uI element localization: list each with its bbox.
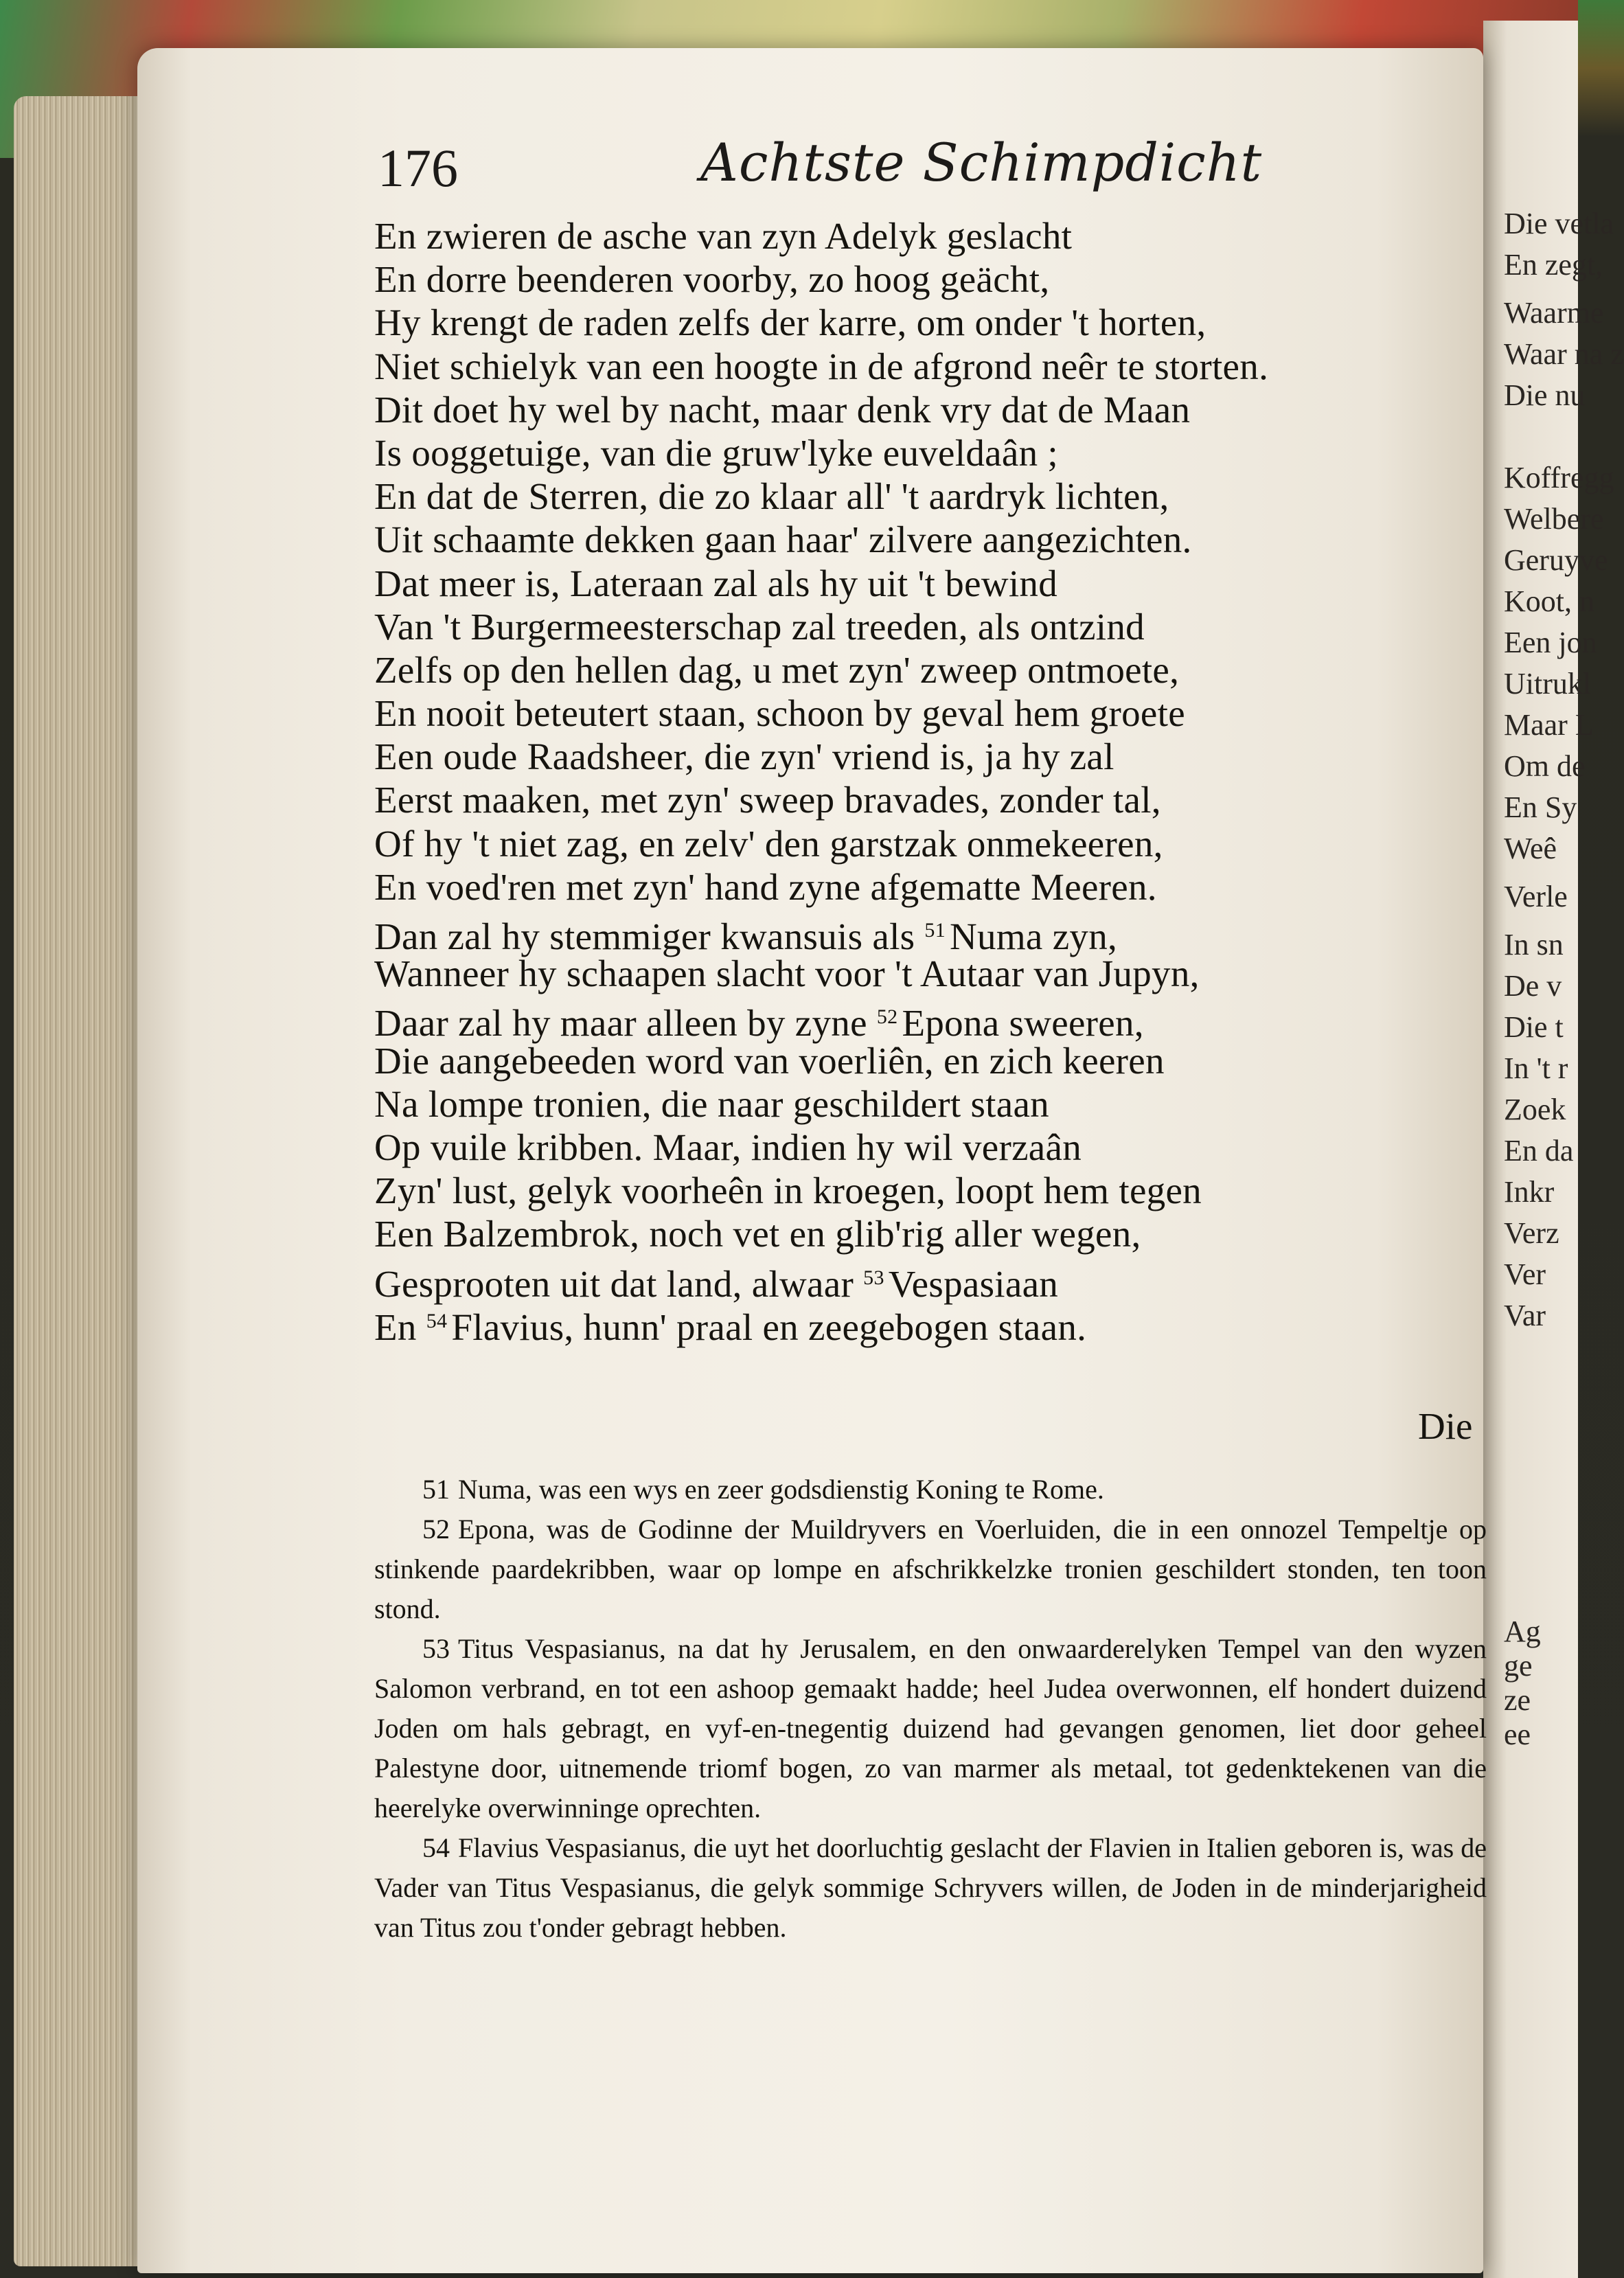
catchword: Die [1418, 1405, 1473, 1447]
footnote-reference[interactable]: 53 [863, 1266, 884, 1289]
verse-text: Na lompe tronien, die naar geschildert staan [374, 1082, 1049, 1125]
footnote [374, 1510, 1487, 1629]
footnote-text: Titus Vespasianus, na dat hy Jerusalem, en den onwaarderelyken Tempel van den wyzen Salomon verbrand, en tot een ashoop gemaakt hadde; heel Judea overwonnen, elf hondert duizend Joden om hals gebragt, en vyf-en-tnegentig duizend had gevangen genomen, liet door geheel Palestyne door, uitnemende triomf bogen, zo van marmer als metaal, tot gedenktekenen van die heerelyke overwinninge oprechten. [374, 1633, 1487, 1823]
verse-line [374, 475, 1487, 518]
verse-line [374, 518, 1487, 561]
footnote-number: 52 [422, 1514, 450, 1545]
verse-text: Gesprooten uit dat land, alwaar [374, 1262, 864, 1305]
verse-text: En zwieren de asche van zyn Adelyk geslacht [374, 215, 1073, 257]
verse-text: Epona sweeren, [902, 1002, 1144, 1045]
footnote [374, 1828, 1487, 1948]
verse-line [374, 822, 1487, 865]
adjacent-page-text: En zegt, [1504, 248, 1603, 282]
footnote-reference[interactable]: 54 [426, 1309, 448, 1332]
adjacent-page-text: Koot, n [1504, 584, 1594, 618]
verse-line [374, 865, 1487, 909]
footnote-number: 53 [422, 1633, 450, 1664]
verse-text: Hy krengt de raden zelfs der karre, om onder 't horten, [374, 301, 1206, 344]
footnote-reference[interactable]: 51 [924, 919, 946, 942]
page-edges [14, 96, 151, 2266]
verse-line [374, 952, 1487, 995]
verse-text: En dat de Sterren, die zo klaar all' 't aardryk lichten, [374, 475, 1169, 518]
verse-text: Een oude Raadsheer, die zyn' vriend is, ja hy zal [374, 736, 1114, 778]
verse-text: Dit doet hy wel by nacht, maar denk vry dat de Maan [374, 388, 1191, 431]
verse-line [374, 909, 1487, 957]
verse-line [374, 345, 1487, 388]
verse-line [374, 995, 1487, 1045]
adjacent-page-text: Koffregg [1504, 461, 1614, 494]
adjacent-page-text: ee [1504, 1718, 1531, 1751]
footnote-number: 54 [422, 1832, 450, 1863]
footnote-number: 51 [422, 1474, 450, 1505]
verse-text: Een Balzembrok, noch vet en glib'rig aller wegen, [374, 1213, 1141, 1255]
verse-text: Numa zyn, [950, 915, 1118, 957]
page-header [378, 132, 1545, 213]
verse-text: Van 't Burgermeesterschap zal treeden, als ontzind [374, 605, 1145, 648]
adjacent-page-text: En Sy [1504, 790, 1577, 824]
adjacent-page-text: Waar na z [1504, 337, 1624, 371]
verse-line [374, 1039, 1487, 1082]
adjacent-page [1483, 21, 1624, 2278]
adjacent-page-text: Om de [1504, 749, 1586, 783]
adjacent-page-text: Die vetla [1504, 207, 1614, 240]
adjacent-page-text: Zoek [1504, 1093, 1566, 1126]
footnote-text: Flavius Vespasianus, die uyt het doorluchtig geslacht der Flavien in Italien geboren is, was de Vader van Titus Vespasianus, die gelyk sommige Schryvers willen, de Joden in de minderjarigheid van Titus zou t'onder gebragt hebben. [374, 1832, 1487, 1943]
adjacent-page-text: En da [1504, 1134, 1574, 1168]
verse-line [374, 1212, 1487, 1255]
verse-text: Dan zal hy stemmiger kwansuis als [374, 915, 925, 957]
adjacent-page-text: Ver [1504, 1257, 1546, 1291]
verse-text: Is ooggetuige, van die gruw'lyke euveldaân ; [374, 431, 1059, 474]
verse-line [374, 605, 1487, 648]
verse-text: Dat meer is, Lateraan zal als hy uit 't bewind [374, 562, 1058, 604]
adjacent-page-text: Maar L [1504, 708, 1594, 742]
adjacent-page-text: Var [1504, 1299, 1546, 1332]
verse-text: Daar zal hy maar alleen by zyne [374, 1002, 877, 1045]
footnote-text: Epona, was de Godinne der Muildryvers en Voerluiden, die in een onnozel Tempeltje op stinkende paardekribben, waar op lompe en afschrikkelzke tronien geschildert stonden, ten toon stond. [374, 1514, 1487, 1624]
verse-text: Vespasiaan [888, 1262, 1059, 1305]
verse-text: Eerst maaken, met zyn' sweep bravades, zonder tal, [374, 779, 1161, 821]
footnote-reference[interactable]: 52 [876, 1005, 898, 1029]
verse-line [374, 1256, 1487, 1305]
verse-text: En dorre beenderen voorby, zo hoog geächt, [374, 258, 1050, 301]
verse-line [374, 1299, 1487, 1348]
verse-line [374, 214, 1487, 258]
verse-text: En [374, 1306, 426, 1348]
verse-line [374, 648, 1487, 692]
verse-line [374, 778, 1487, 821]
verse-text: Zyn' lust, gelyk voorheên in kroegen, loopt hem tegen [374, 1170, 1202, 1212]
adjacent-page-text: Uitrukl [1504, 667, 1592, 701]
footnote [374, 1470, 1487, 1510]
verse-line [374, 1126, 1487, 1169]
verse-text: En nooit beteutert staan, schoon by geval hem groete [374, 692, 1185, 735]
adjacent-page-text: ze [1504, 1683, 1531, 1717]
page-number: 176 [378, 138, 458, 198]
verse-text: Wanneer hy schaapen slacht voor 't Autaar van Jupyn, [374, 953, 1200, 995]
adjacent-page-text: Waarme [1504, 296, 1604, 330]
verse-line [374, 301, 1487, 344]
footnote-text: Numa, was een wys en zeer godsdienstig Koning te Rome. [458, 1474, 1104, 1505]
verse-line [374, 1169, 1487, 1212]
adjacent-page-text: Geruyve [1504, 543, 1608, 577]
footnotes [374, 1470, 1487, 1948]
verse-text: Zelfs op den hellen dag, u met zyn' zweep ontmoete, [374, 648, 1180, 691]
verse-line [374, 1082, 1487, 1126]
verse-line [374, 431, 1487, 475]
verse-line [374, 735, 1487, 778]
adjacent-page-text: ge [1504, 1649, 1533, 1683]
adjacent-page-text: Verle [1504, 880, 1568, 913]
adjacent-page-text: In 't r [1504, 1051, 1568, 1085]
adjacent-page-text: Welbere [1504, 502, 1604, 536]
verse-text: En voed'ren met zyn' hand zyne afgematte Meeren. [374, 865, 1157, 908]
adjacent-page-text: Een jon [1504, 626, 1597, 659]
running-title: Achtste Schimpdicht [700, 132, 1263, 193]
adjacent-page-text: Weê [1504, 832, 1557, 865]
adjacent-page-text: Die t [1504, 1010, 1564, 1044]
verse-line [374, 388, 1487, 431]
verse-text: Die aangebeeden word van voerliên, en zich keeren [374, 1039, 1165, 1082]
adjacent-page-text: In sn [1504, 928, 1564, 961]
verse-text: Niet schielyk van een hoogte in de afgrond neêr te storten. [374, 345, 1269, 387]
adjacent-page-text: De v [1504, 969, 1562, 1003]
adjacent-page-text: Verz [1504, 1216, 1559, 1250]
verse-line [374, 562, 1487, 605]
verse-line [374, 692, 1487, 735]
verse-line [374, 258, 1487, 301]
adjacent-page-text: Inkr [1504, 1175, 1555, 1209]
verse-text: Uit schaamte dekken gaan haar' zilvere aangezichten. [374, 519, 1192, 561]
verse-text: Flavius, hunn' praal en zeegebogen staan. [451, 1306, 1087, 1348]
footnote [374, 1629, 1487, 1828]
verse-text: Of hy 't niet zag, en zelv' den garstzak onmekeeren, [374, 822, 1163, 865]
verse-block [374, 214, 1487, 1348]
verse-text: Op vuile kribben. Maar, indien hy wil verzaân [374, 1126, 1082, 1168]
adjacent-page-text: Ag [1504, 1615, 1541, 1648]
adjacent-page-text: Die nu [1504, 378, 1586, 412]
